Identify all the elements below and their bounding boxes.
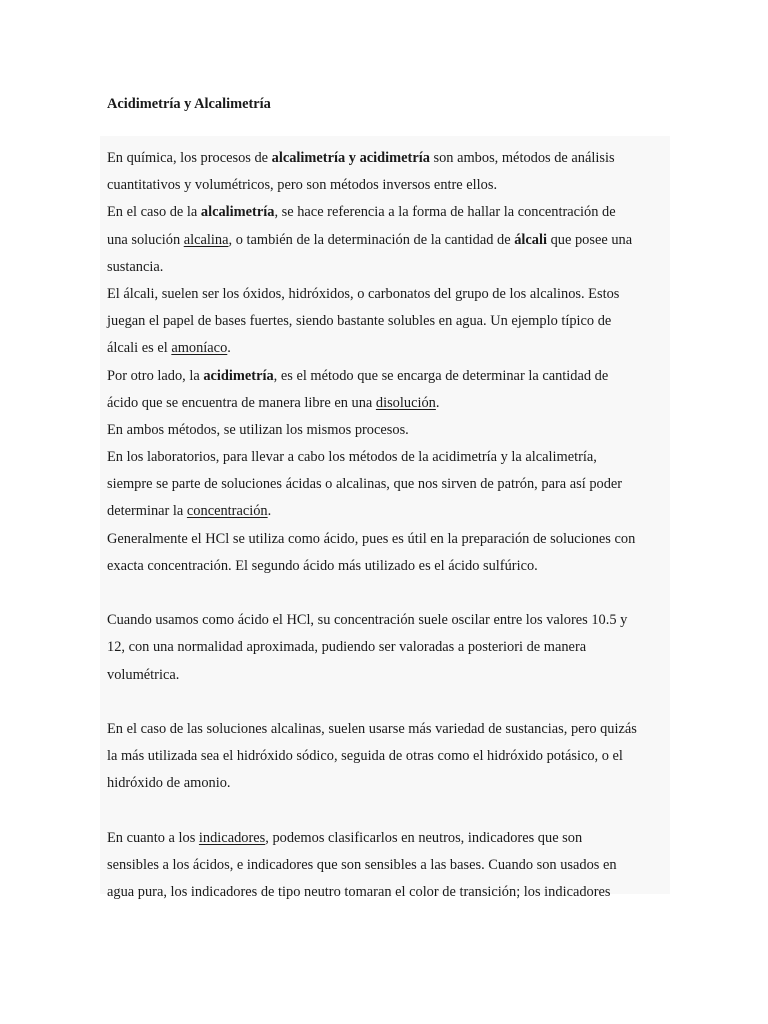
bold-term: alcalimetría bbox=[200, 204, 275, 221]
text-run: . bbox=[267, 503, 272, 520]
text-line: siempre se parte de soluciones ácidas o alcalinas, que nos sirven de patrón, para así poder bbox=[107, 476, 623, 493]
text-run: , o también de la determinación de la cantidad de bbox=[228, 231, 515, 248]
text-run: álcali es el bbox=[107, 340, 172, 357]
text-line: En ambos métodos, se utilizan los mismos procesos. bbox=[107, 421, 409, 438]
text-line: hidróxido de amonio. bbox=[107, 775, 231, 792]
paragraph-indicadores bbox=[107, 825, 667, 907]
text-run: que posee una bbox=[546, 231, 633, 248]
paragraph-intro bbox=[107, 145, 667, 199]
bold-term: álcali bbox=[514, 231, 547, 248]
bold-term: alcalimetría y acidimetría bbox=[271, 150, 430, 166]
text-run: , se hace referencia a la forma de hallar la concentración de bbox=[274, 204, 616, 221]
text-run: son ambos, métodos de análisis bbox=[429, 150, 615, 166]
text-line: En el caso de las soluciones alcalinas, suelen usarse más variedad de sustancias, pero quizás bbox=[107, 720, 637, 737]
paragraph-hcl-concentracion bbox=[107, 607, 667, 689]
text-line: la más utilizada sea el hidróxido sódico, seguida de otras como el hidróxido potásico, o el bbox=[107, 748, 623, 765]
text-line: Cuando usamos como ácido el HCl, su concentración suele oscilar entre los valores 10.5 y bbox=[107, 612, 628, 629]
text-line: agua pura, los indicadores de tipo neutro tomaran el color de transición; los indicadores bbox=[107, 884, 611, 901]
bold-term: acidimetría bbox=[203, 367, 274, 384]
text-run: Por otro lado, la bbox=[107, 367, 204, 384]
text-line: 12, con una normalidad aproximada, pudiendo ser valoradas a posteriori de manera bbox=[107, 639, 587, 656]
paragraph-alcali bbox=[107, 281, 667, 363]
link-concentracion[interactable]: concentración bbox=[186, 503, 268, 520]
text-run: una solución bbox=[107, 231, 184, 248]
text-run: En cuanto a los bbox=[107, 829, 199, 846]
text-line: sensibles a los ácidos, e indicadores que son sensibles a las bases. Cuando son usados en bbox=[107, 856, 617, 873]
text-line: volumétrica. bbox=[107, 666, 180, 683]
paragraph-alcalimetria bbox=[107, 199, 667, 281]
paragraph-laboratorios bbox=[107, 444, 667, 526]
text-line: En los laboratorios, para llevar a cabo los métodos de la acidimetría y la alcalimetría, bbox=[107, 449, 597, 466]
text-line: cuantitativos y volumétricos, pero son métodos inversos entre ellos. bbox=[107, 177, 498, 194]
text-run: , podemos clasificarlos en neutros, indicadores que son bbox=[265, 829, 583, 846]
text-run: . bbox=[435, 394, 440, 411]
paragraph-acidimetria bbox=[107, 363, 667, 417]
paragraph-ambos-metodos bbox=[107, 417, 667, 444]
text-line: sustancia. bbox=[107, 258, 164, 275]
link-alcalina[interactable]: alcalina bbox=[183, 231, 229, 248]
document-title: Acidimetría y Alcalimetría bbox=[107, 96, 271, 112]
paragraph-soluciones-alcalinas bbox=[107, 716, 667, 798]
paragraph-hcl bbox=[107, 526, 667, 580]
text-run: En química, los procesos de bbox=[107, 150, 272, 166]
document-body bbox=[107, 91, 667, 906]
link-amoniaco[interactable]: amoníaco bbox=[171, 340, 228, 357]
text-line: Generalmente el HCl se utiliza como ácido, pues es útil en la preparación de soluciones con bbox=[107, 530, 636, 547]
link-disolucion[interactable]: disolución bbox=[375, 394, 436, 411]
paragraph-gap bbox=[107, 798, 667, 825]
text-run: determinar la bbox=[107, 503, 187, 520]
text-line: exacta concentración. El segundo ácido más utilizado es el ácido sulfúrico. bbox=[107, 557, 538, 574]
text-run: En el caso de la bbox=[107, 204, 201, 221]
paragraph-gap bbox=[107, 689, 667, 716]
paragraph-gap bbox=[107, 580, 667, 607]
text-line: juegan el papel de bases fuertes, siendo bastante solubles en agua. Un ejemplo típico de bbox=[107, 313, 612, 330]
text-line: El álcali, suelen ser los óxidos, hidróxidos, o carbonatos del grupo de los alcalinos. Estos bbox=[107, 285, 620, 302]
text-run: . bbox=[227, 340, 231, 357]
text-run: , es el método que se encarga de determinar la cantidad de bbox=[273, 367, 609, 384]
link-indicadores[interactable]: indicadores bbox=[198, 829, 266, 846]
text-run: ácido que se encuentra de manera libre en una bbox=[107, 394, 376, 411]
